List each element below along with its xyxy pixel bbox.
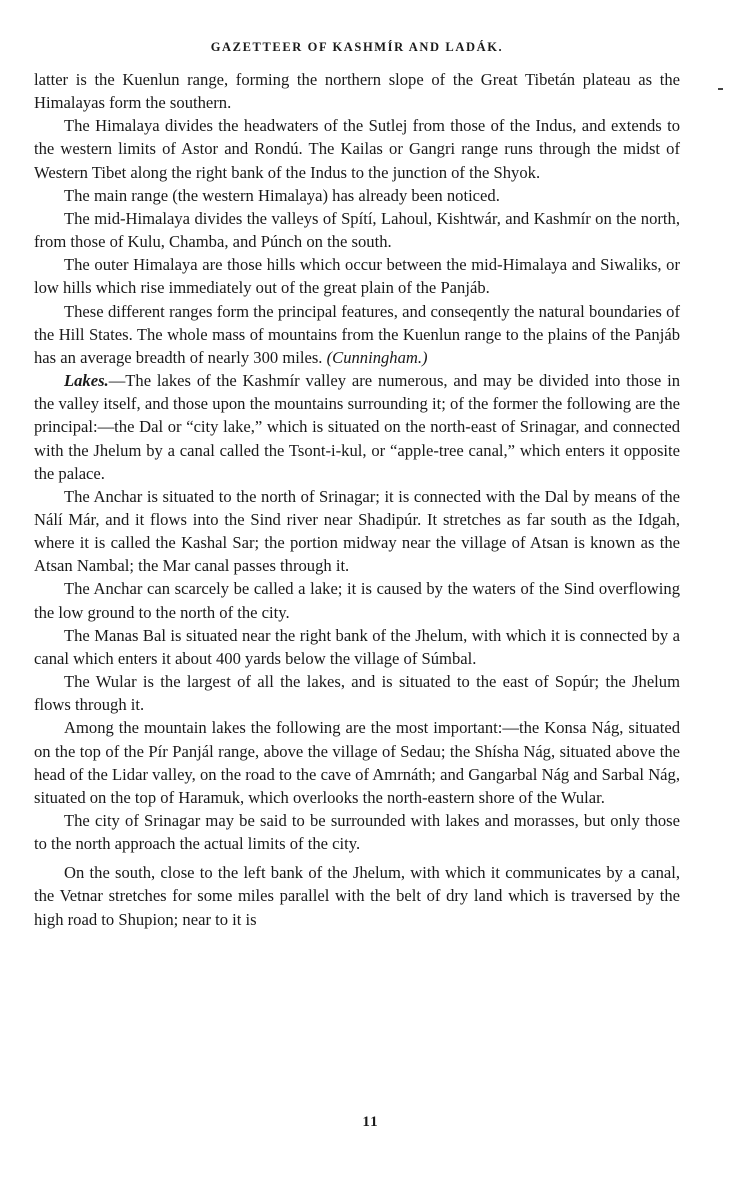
paragraph-14 — [34, 861, 680, 930]
paragraph-14-text: On the south, close to the left bank of the Jhelum, with which it communicates by a canal, the Vetnar stretches for some miles parallel with the belt of dry land which is traversed by the high road to Shupion; near to it is — [34, 863, 680, 929]
section-lead-lakes: Lakes. — [64, 371, 109, 391]
paragraph-2 — [34, 114, 680, 183]
paragraph-3-text: The main range (the western Himalaya) has already been noticed. — [64, 185, 500, 205]
paragraph-4-text: The mid-Himalaya divides the valleys of Spítí, Lahoul, Kishtwár, and Kashmír on the north, from those of Kulu, Chamba, and Púnch on the south. — [34, 208, 680, 252]
paragraph-10 — [34, 624, 680, 670]
paragraph-10-text: The Manas Bal is situated near the right bank of the Jhelum, with which it is connected by a canal which enters it about 400 yards below the village of Súmbal. — [34, 625, 680, 668]
paragraph-1 — [34, 68, 680, 114]
paragraph-2-text: The Himalaya divides the headwaters of the Sutlej from those of the Indus, and extends to the western limits of Astor and Rondú. The Kailas or Gangri range runs through the midst of Western Tibet along the right bank of the Indus to the junction of the Shyok. — [34, 116, 680, 182]
paragraph-5 — [34, 253, 680, 299]
paragraph-9 — [34, 577, 680, 623]
citation: (Cunningham.) — [326, 347, 428, 367]
paragraph-3 — [34, 184, 680, 207]
paragraph-13-text: The city of Srinagar may be said to be surrounded with lakes and morasses, but only those to the north approach the actual limits of the city. — [34, 811, 680, 854]
paragraph-13 — [34, 809, 680, 855]
page — [34, 38, 680, 931]
paragraph-6-text: These different ranges form the principal features, and conseqently the natural boundaries of the Hill States. The whole mass of mountains from the Kuenlun range to the plains of the Panjáb has an average breadth of nearly 300 miles. — [34, 301, 680, 367]
paragraph-9-text: The Anchar can scarcely be called a lake; it is caused by the waters of the Sind overflowing the low ground to the north of the city. — [34, 579, 680, 622]
paragraph-12 — [34, 716, 680, 809]
paragraph-11-text: The Wular is the largest of all the lakes, and is situated to the east of Sopúr; the Jhelum flows through it. — [34, 672, 680, 715]
paragraph-5-text: The outer Himalaya are those hills which occur between the mid-Himalaya and Siwaliks, or low hills which rise immediately out of the great plain of the Panjáb. — [34, 255, 680, 298]
paragraph-lakes-text: —The lakes of the Kashmír valley are numerous, and may be divided into those in the valley itself, and those upon the mountains surrounding it; of the former the following are the principal:—the Dal or “city lake,” which is situated on the north-east of Srinagar, and connected with the Jhelum by a canal called the Tsont-i-kul, or “apple-tree canal,” which enters it opposite the palace. — [34, 371, 680, 483]
paragraph-8-text: The Anchar is situated to the north of Srinagar; it is connected with the Dal by means of the Nálí Már, and it flows into the Sind river near Shadipúr. It stretches as far south as the Idgah, where it is called the Kashal Sar; the portion midway near the village of Atsan is known as the Atsan Nambal; the Mar canal passes through it. — [34, 486, 680, 576]
page-number: 11 — [362, 1114, 379, 1130]
paragraph-lakes — [34, 369, 680, 485]
paragraph-11 — [34, 670, 680, 716]
paragraph-8 — [34, 485, 680, 578]
paragraph-1-text: latter is the Kuenlun range, forming the northern slope of the Great Tibetán plateau as the Himalayas form the southern. — [34, 70, 680, 113]
paragraph-6 — [34, 300, 680, 369]
running-head: GAZETTEER OF KASHMÍR AND LADÁK. — [210, 40, 504, 54]
margin-mark — [718, 88, 723, 90]
body-text — [34, 68, 680, 931]
paragraph-12-text: Among the mountain lakes the following are the most important:—the Konsa Nág, situated on the top of the Pír Panjál range, above the village of Sedau; the Shísha Nág, situated above the head of the Lidar valley, on the road to the cave of Amrnáth; and Gangarbal Nág and Sarbal Nág, situated on the top of Haramuk, which overlooks the north-eastern shore of the Wular. — [34, 718, 680, 807]
paragraph-4 — [34, 207, 680, 253]
